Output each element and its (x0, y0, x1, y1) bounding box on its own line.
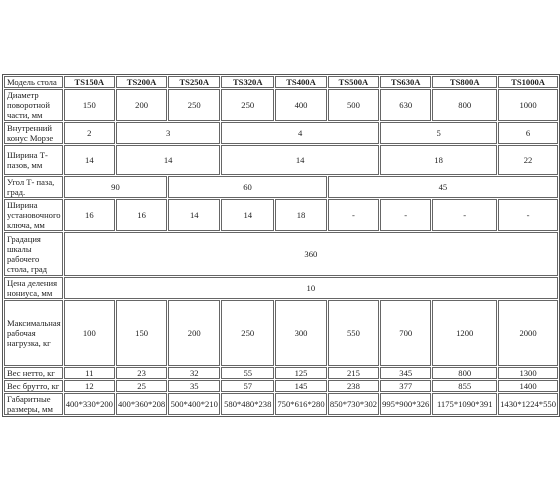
value-cell: 6 (498, 122, 558, 144)
value-cell: 18 (275, 199, 327, 231)
value-cell: 14 (168, 199, 220, 231)
value-cell: 57 (221, 380, 274, 392)
value-cell: 400*330*200 (64, 393, 115, 415)
value-cell: 550 (328, 300, 379, 366)
value-cell: 16 (64, 199, 115, 231)
value-cell: 60 (168, 176, 327, 198)
value-cell: 800 (432, 89, 497, 121)
row-label: Максимальная рабочая нагрузка, кг (4, 300, 63, 366)
value-cell: - (432, 199, 497, 231)
model-header-cell: TS800A (432, 76, 497, 88)
table-row (4, 199, 558, 231)
value-cell: 500 (328, 89, 379, 121)
model-header-cell: TS630A (380, 76, 431, 88)
value-cell: 3 (116, 122, 220, 144)
value-cell: 345 (380, 367, 431, 379)
model-header-cell: TS320A (221, 76, 274, 88)
value-cell: 22 (498, 145, 558, 175)
value-cell: 14 (221, 145, 379, 175)
value-cell: 995*900*326 (380, 393, 431, 415)
value-cell: 145 (275, 380, 327, 392)
value-cell: 16 (116, 199, 167, 231)
model-header-cell: TS400A (275, 76, 327, 88)
value-cell: 750*616*280 (275, 393, 327, 415)
value-cell: 700 (380, 300, 431, 366)
value-cell: 4 (221, 122, 379, 144)
table-row (4, 367, 558, 379)
value-cell: 360 (64, 232, 558, 276)
table-row (4, 145, 558, 175)
table-row (4, 393, 558, 415)
table-row (4, 277, 558, 299)
value-cell: 1430*1224*550 (498, 393, 558, 415)
value-cell: 45 (328, 176, 558, 198)
value-cell: 1200 (432, 300, 497, 366)
row-label: Вес нетто, кг (4, 367, 63, 379)
value-cell: 55 (221, 367, 274, 379)
value-cell: 850*730*302 (328, 393, 379, 415)
value-cell: 5 (380, 122, 497, 144)
model-header-cell: TS500A (328, 76, 379, 88)
value-cell: 1300 (498, 367, 558, 379)
value-cell: 90 (64, 176, 168, 198)
value-cell: 400*360*208 (116, 393, 167, 415)
value-cell: - (328, 199, 379, 231)
value-cell: 250 (221, 300, 274, 366)
value-cell: 250 (168, 89, 220, 121)
table-row (4, 176, 558, 198)
row-label: Внутренний конус Морзе (4, 122, 63, 144)
value-cell: 580*480*238 (221, 393, 274, 415)
table-row (4, 122, 558, 144)
value-cell: 1175*1090*391 (432, 393, 497, 415)
table-row (4, 232, 558, 276)
table-row (4, 380, 558, 392)
spec-table (2, 74, 560, 417)
header-label: Модель стола (4, 76, 63, 88)
header-row (4, 76, 558, 88)
row-label: Диаметр поворотной части, мм (4, 89, 63, 121)
value-cell: - (498, 199, 558, 231)
value-cell: - (380, 199, 431, 231)
model-header-cell: TS1000A (498, 76, 558, 88)
model-header-cell: TS200A (116, 76, 167, 88)
model-header-cell: TS150A (64, 76, 115, 88)
value-cell: 2000 (498, 300, 558, 366)
value-cell: 125 (275, 367, 327, 379)
row-label: Ширина Т-пазов, мм (4, 145, 63, 175)
table-row (4, 89, 558, 121)
spec-table-body (4, 76, 558, 415)
value-cell: 300 (275, 300, 327, 366)
row-label: Вес брутто, кг (4, 380, 63, 392)
value-cell: 215 (328, 367, 379, 379)
value-cell: 14 (64, 145, 115, 175)
value-cell: 23 (116, 367, 167, 379)
value-cell: 10 (64, 277, 558, 299)
value-cell: 200 (116, 89, 167, 121)
value-cell: 377 (380, 380, 431, 392)
value-cell: 1400 (498, 380, 558, 392)
table-row (4, 300, 558, 366)
value-cell: 35 (168, 380, 220, 392)
value-cell: 25 (116, 380, 167, 392)
value-cell: 18 (380, 145, 497, 175)
value-cell: 800 (432, 367, 497, 379)
value-cell: 150 (116, 300, 167, 366)
value-cell: 200 (168, 300, 220, 366)
value-cell: 11 (64, 367, 115, 379)
row-label: Ширина установочного ключа, мм (4, 199, 63, 231)
value-cell: 32 (168, 367, 220, 379)
value-cell: 2 (64, 122, 115, 144)
value-cell: 400 (275, 89, 327, 121)
value-cell: 855 (432, 380, 497, 392)
value-cell: 14 (221, 199, 274, 231)
row-label: Габаритные размеры, мм (4, 393, 63, 415)
value-cell: 500*400*210 (168, 393, 220, 415)
value-cell: 1000 (498, 89, 558, 121)
value-cell: 12 (64, 380, 115, 392)
value-cell: 150 (64, 89, 115, 121)
row-label: Градация шкалы рабочего стола, град (4, 232, 63, 276)
value-cell: 100 (64, 300, 115, 366)
value-cell: 14 (116, 145, 220, 175)
value-cell: 238 (328, 380, 379, 392)
row-label: Угол Т- паза, град. (4, 176, 63, 198)
model-header-cell: TS250A (168, 76, 220, 88)
value-cell: 250 (221, 89, 274, 121)
value-cell: 630 (380, 89, 431, 121)
row-label: Цена деления нониуса, мм (4, 277, 63, 299)
